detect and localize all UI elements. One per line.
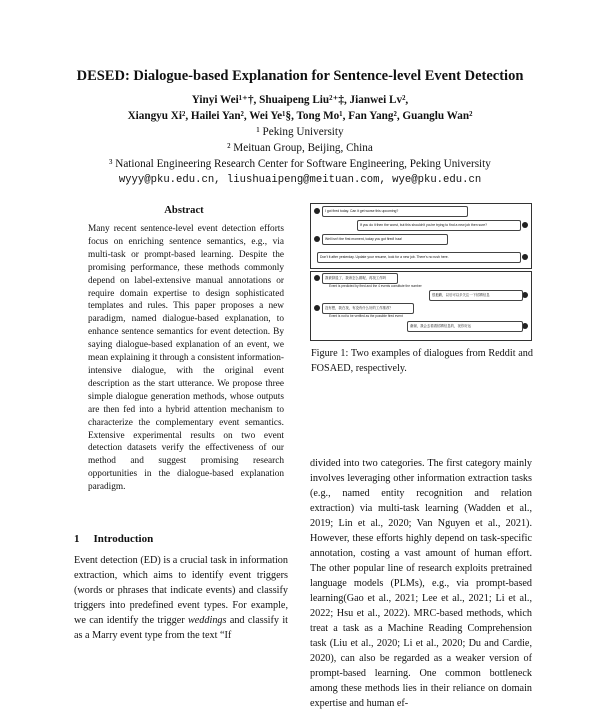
user-avatar-icon [522,222,528,228]
author-line-1: Yinyi Wei¹⁺†, Shuaipeng Liu²⁺‡, Jianwei Lv², [191,94,409,106]
affiliation-1: ¹ Peking University [256,126,344,138]
dialogue-turn: Well isn't the first moment, today you got fired! haa! [322,234,448,245]
intro-text-part-b: and classify it as a Marry event type from the text “If [74,615,288,641]
dialogue-turn: 我被辞退了，我该怎么做呢，再找工作吗 [322,273,398,284]
user-avatar-icon [314,305,320,311]
annotation-note: Event is predicted by fired and the 4 events constitute the number [329,284,422,288]
user-avatar-icon [314,275,320,281]
user-avatar-icon [522,254,528,260]
section-heading-introduction [74,533,167,545]
dialogue-turn: 没有想，我在找，有没有什么好的工作推荐？ [322,303,414,314]
section-title: Introduction [93,533,154,545]
section-number: 1 [74,533,80,545]
reddit-dialogue-panel [310,203,532,269]
abstract-text: Many recent sentence-level event detection efforts focus on enriching sentence semantics, e.g., via multi-task or prompt-based learning. Despite the promising performance, these methods commonly depend on label-extensive manual annotations or require domain expertise to design sophisticated templates and rules. This paper proposes a new paradigm, named dialogue-based explanation, to enhance sentence semantics for event detection. By saying dialogue-based explanation of an event, we mean explaining it through a consistent information-intensive dialogue, with the original event description as the start utterance. We propose three simple dialogue generation methods, whose outputs are then fed into a hybrid attention mechanism to characterize the complementary event semantics. Extensive experimental results on two event detection datasets verify the effectiveness of our method and suggest promising research opportunities in the dialogue-based explanation paradigm. [88,224,284,493]
dialogue-turn: If you do it then the worst, but this shouldn't you're trying to find a new job then sure? [357,220,521,231]
affiliation-3: ³ National Engineering Research Center for Software Engineering, Peking University [109,158,491,170]
dialogue-turn: 谢谢，我会去看看招聘信息的，祝你好运 [407,321,523,332]
introduction-text [74,553,288,643]
author-emails: wyyy@pku.edu.cn, liushuaipeng@meituan.com, wye@pku.edu.cn [118,174,482,186]
dialogue-turn: I got fired today. Can it get worse this upcoming? [322,206,468,217]
user-avatar-icon [314,208,320,214]
affiliation-2: ² Meituan Group, Beijing, China [227,142,373,154]
abstract-heading: Abstract [164,205,204,216]
annotation-note: Event is not to be verified as the possible fired event [329,314,403,318]
right-column-text: divided into two categories. The first category mainly involves leveraging other information extraction tasks (e.g., named entity recognition and relation extraction) via multi-task learning (Wadden et al., 2019; Lin et al., 2020; Van Nguyen et al., 2021). However, these efforts highly depend on task-specific annotation, costing a vast amount of human effort. The other popular line of research exploits pretrained language models (PLMs), e.g., via prompt-based learning(Gao et al., 2021; Lee et al., 2021; Li et al., 2022; Hsu et al., 2022). MRC-based methods, which treat a task as a Machine Reading Comprehension task (Liu et al., 2020; Li et al., 2020; Du and Cardie, 2020), can also be regarded as a weaker version of prompt-based learning. One common bottleneck among these methods lies in their reliance on domain expertise and human ef- [310,458,532,709]
figure-1 [310,203,530,340]
author-block [0,92,600,188]
author-line-2: Xiangyu Xi², Hailei Yan², Wei Ye¹§, Tong Mo¹, Fan Yang², Guanglu Wan² [127,110,473,122]
fosaed-dialogue-panel [310,271,532,341]
intro-text-part-a: Event detection (ED) is a crucial task in information extraction, which aims to identify event triggers (words or phrases that indicate events) and classify triggers into predefined event types. For example, we can identify the trigger [74,555,288,626]
dialogue-turn: 很抱歉，以后可以多关注一下招聘信息 [429,290,523,301]
user-avatar-icon [314,236,320,242]
dialogue-turn: Don't it after yesterday. Update your resume, look for a new job. There's no rush here. [317,252,521,263]
trigger-word: weddings [187,615,227,626]
figure-caption: Figure 1: Two examples of dialogues from Reddit and FOSAED, respectively. [311,348,533,374]
paper-title: DESED: Dialogue-based Explanation for Sentence-level Event Detection [76,68,524,84]
